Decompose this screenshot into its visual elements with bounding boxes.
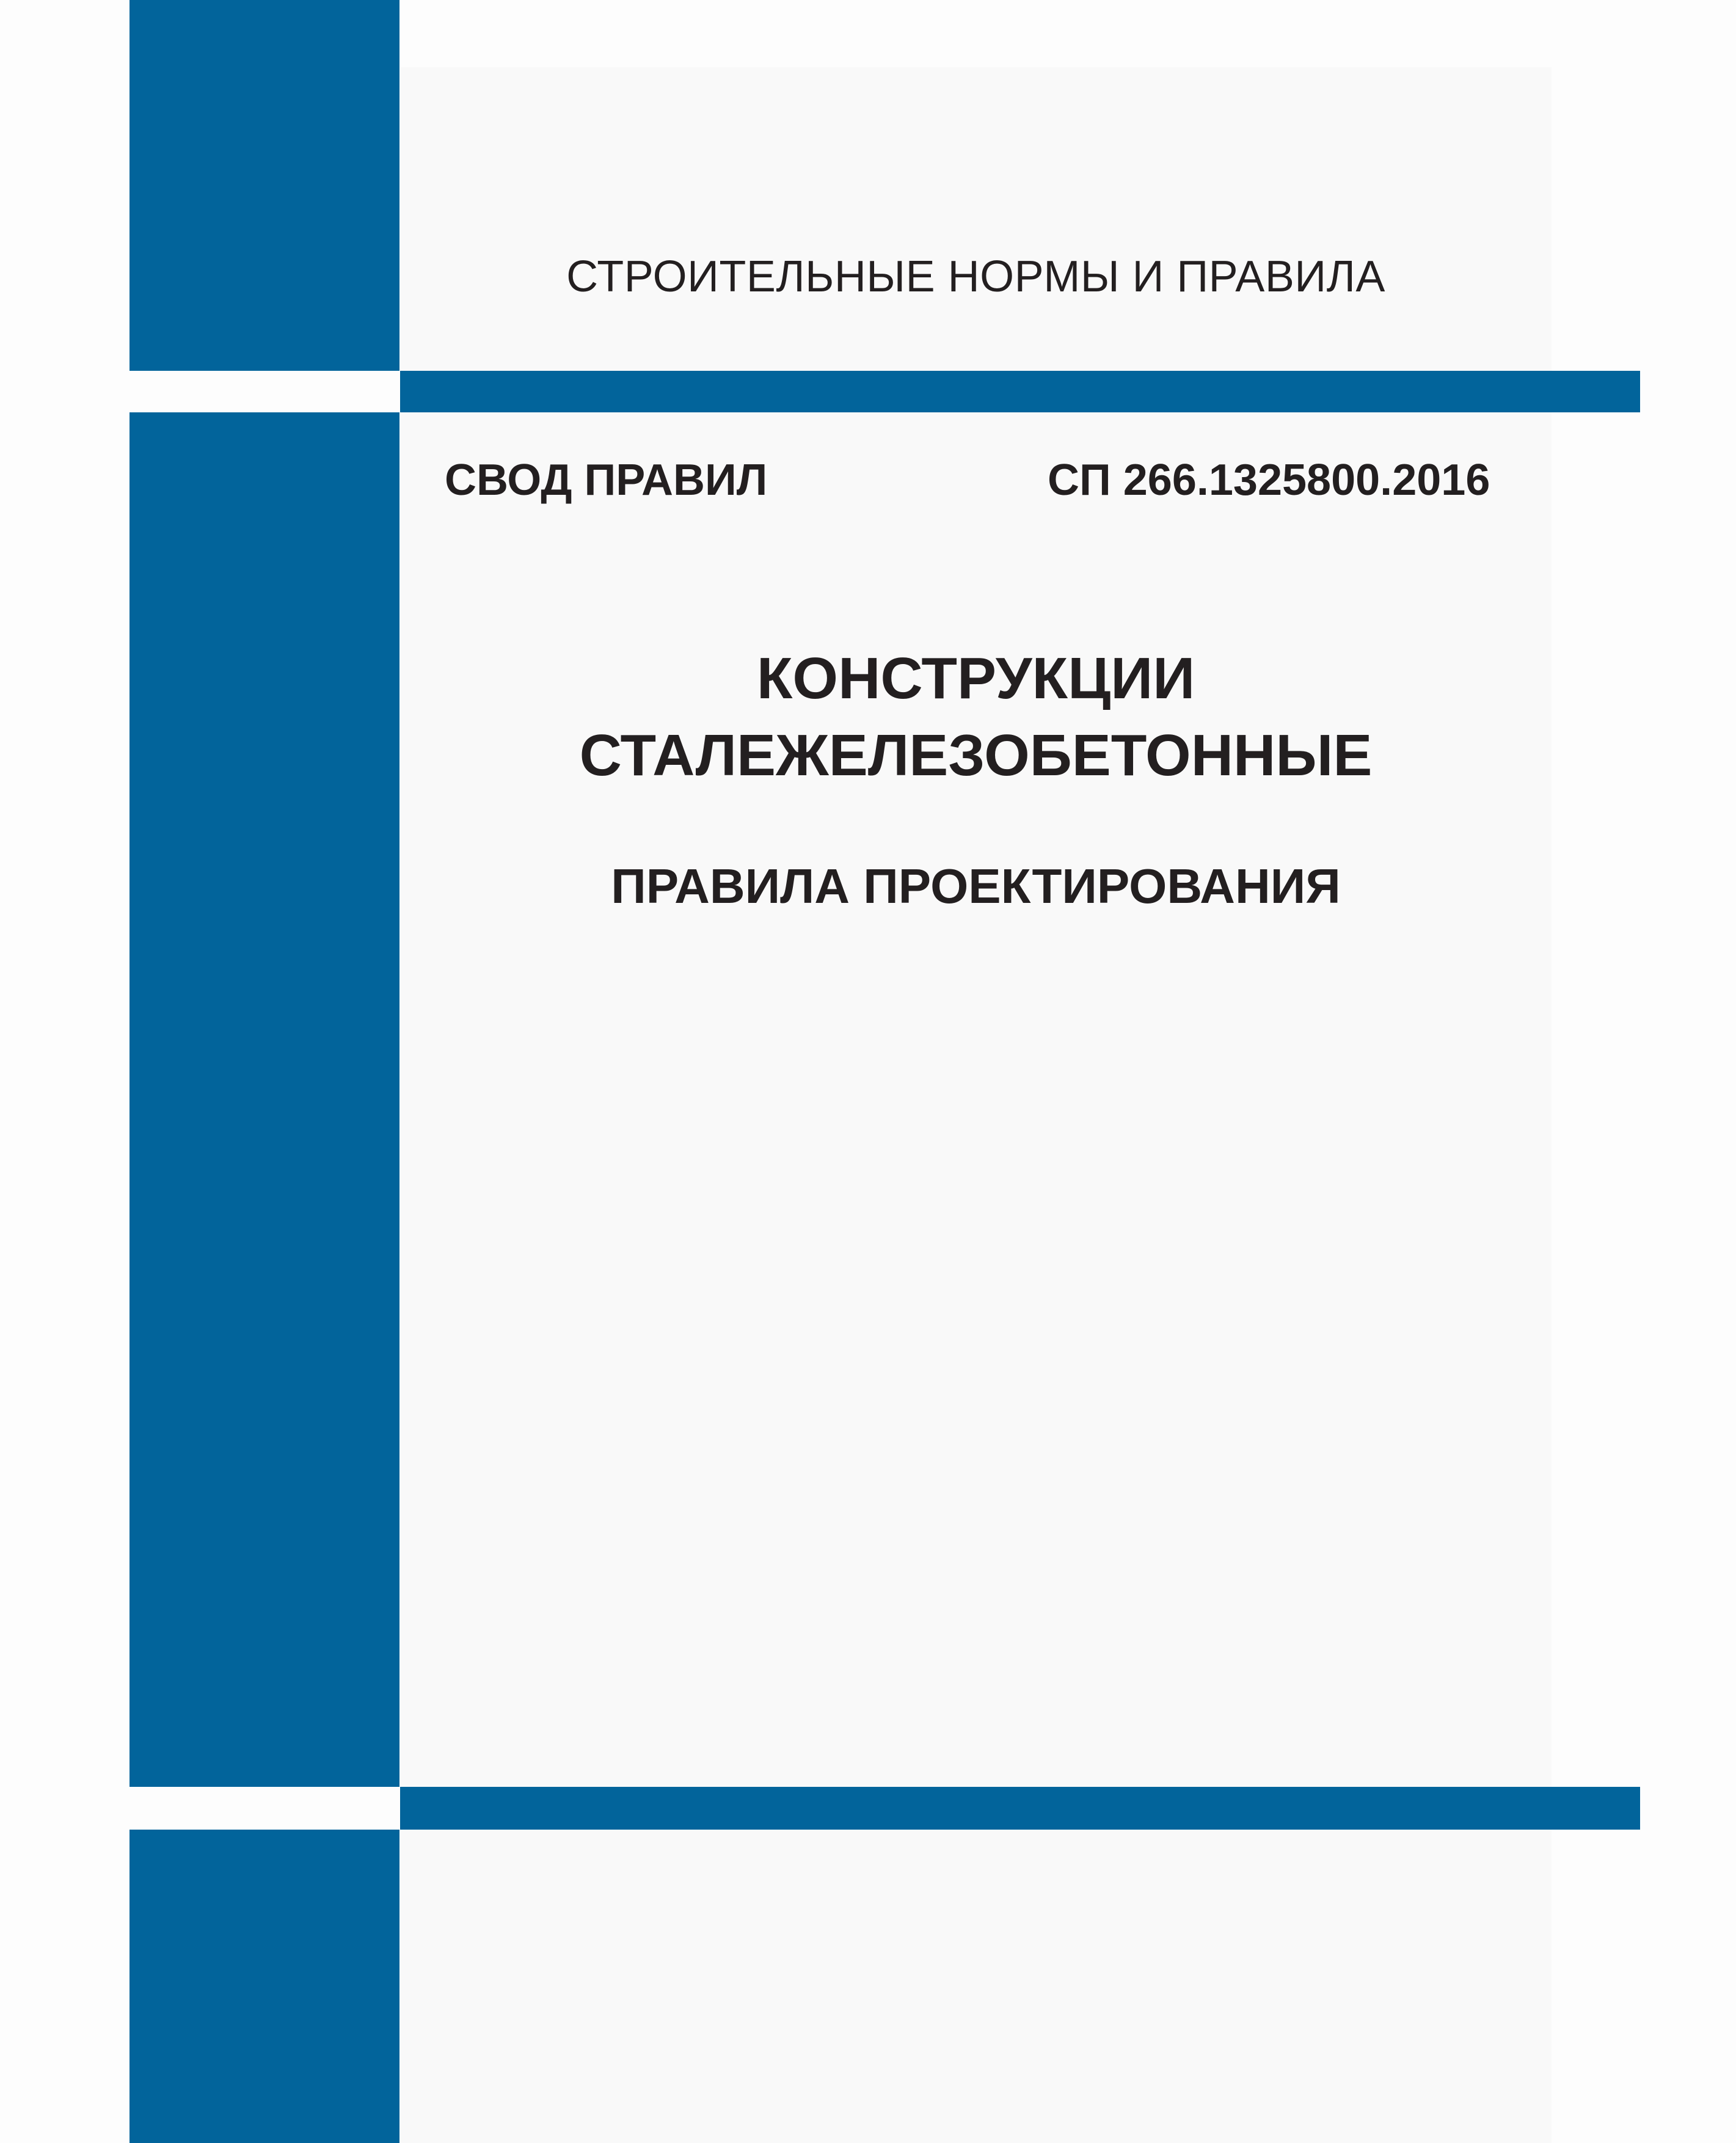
code-label: СВОД ПРАВИЛ [445, 456, 768, 505]
main-title-line-2: СТАЛЕЖЕЛЕЗОБЕТОННЫЕ [579, 723, 1373, 788]
horizontal-blue-stripe-top [400, 371, 1640, 412]
left-blue-band-middle [129, 412, 399, 1787]
main-title [400, 640, 1552, 794]
series-title: СТРОИТЕЛЬНЫЕ НОРМЫ И ПРАВИЛА [566, 252, 1385, 301]
main-title-line-1: КОНСТРУКЦИИ [756, 646, 1195, 711]
left-blue-band-bottom [129, 1830, 399, 2143]
horizontal-blue-stripe-bottom [400, 1787, 1640, 1830]
subtitle: ПРАВИЛА ПРОЕКТИРОВАНИЯ [611, 859, 1341, 913]
code-number: СП 266.1325800.2016 [1048, 456, 1490, 505]
left-blue-band-top [129, 0, 399, 371]
